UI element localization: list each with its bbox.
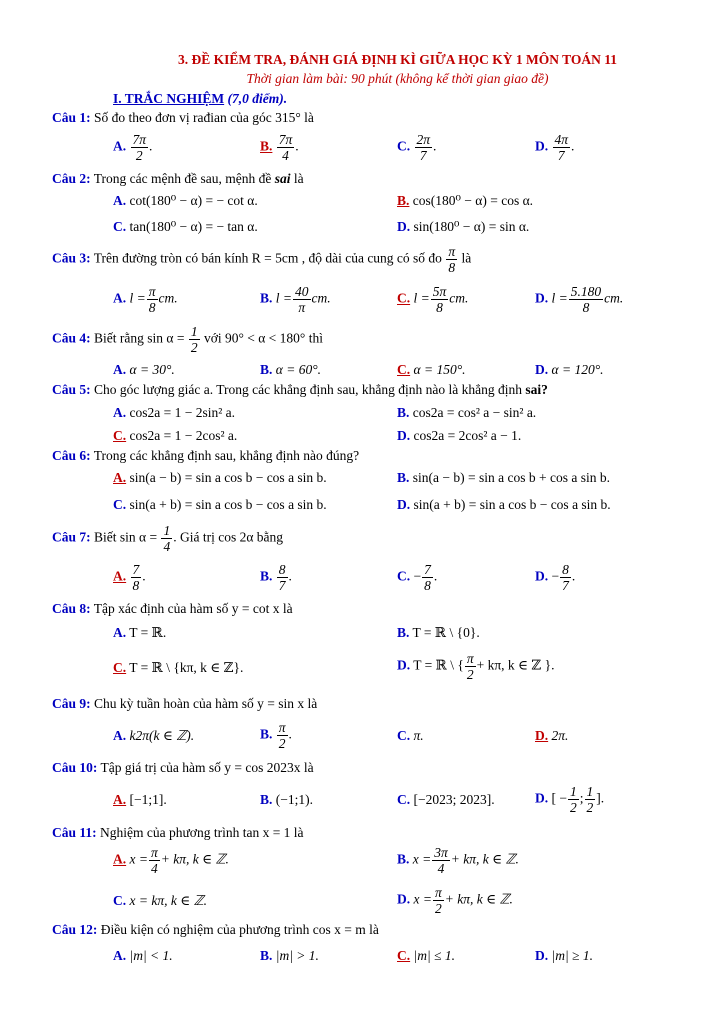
question-3 — [52, 244, 471, 275]
option-letter: C. — [397, 362, 411, 377]
option-tail: cm. — [604, 290, 624, 306]
question-text: Tập giá trị của hàm số y = cos 2023x là — [100, 760, 314, 775]
option-b — [397, 845, 519, 876]
option-letter: A. — [113, 362, 127, 377]
option-letter: C. — [113, 219, 127, 234]
question-5 — [52, 382, 548, 398]
option-b — [260, 948, 319, 964]
frac-num: 7π — [132, 132, 147, 147]
option-c — [113, 497, 327, 513]
option-tail: . — [295, 138, 299, 154]
option-a — [113, 362, 175, 378]
section-title: I. TRẮC NGHIỆM — [113, 91, 225, 106]
option-text: |m| ≤ 1. — [413, 948, 455, 963]
option-letter: A. — [113, 625, 127, 640]
option-pre: x = — [129, 851, 148, 867]
option-text: x = kπ, k ∈ ℤ. — [129, 893, 208, 908]
option-letter: B. — [397, 625, 410, 640]
question-label: Câu 6: — [52, 448, 91, 463]
section-heading — [113, 91, 287, 107]
option-a — [113, 948, 173, 964]
option-a — [113, 792, 167, 808]
option-letter: A. — [113, 470, 127, 485]
option-letter: D. — [397, 891, 411, 907]
option-text: (−1;1). — [275, 792, 313, 807]
option-b — [260, 132, 299, 163]
option-c — [397, 362, 465, 378]
question-8 — [52, 601, 293, 617]
option-letter: C. — [113, 497, 127, 512]
option-text: |m| < 1. — [129, 948, 173, 963]
option-text: [−2023; 2023]. — [413, 792, 495, 807]
frac-den: 8 — [424, 578, 431, 593]
question-2 — [52, 171, 304, 187]
option-letter: A. — [113, 290, 127, 306]
question-label: Câu 10: — [52, 760, 98, 775]
option-d — [535, 562, 575, 593]
option-mid: ; — [579, 790, 584, 806]
option-letter: B. — [397, 193, 410, 208]
option-text: sin(a + b) = sin a cos b − cos a sin b. — [413, 497, 611, 512]
question-12 — [52, 922, 379, 938]
option-letter: B. — [260, 290, 273, 306]
question-text: Số đo theo đơn vị rađian của góc 315° là — [94, 110, 314, 125]
frac-den: 7 — [419, 148, 427, 163]
frac-num: 2π — [416, 132, 431, 147]
option-pre: l = — [275, 290, 293, 306]
option-pre: l = — [129, 290, 146, 306]
option-letter: A. — [113, 948, 127, 963]
frac-den: 4 — [150, 861, 158, 876]
option-text: |m| > 1. — [275, 948, 319, 963]
frac-num: 1 — [586, 784, 594, 799]
option-tail: . — [149, 138, 153, 154]
frac-num: 1 — [569, 784, 577, 799]
option-letter: D. — [535, 728, 549, 743]
option-c — [113, 219, 258, 235]
option-letter: C. — [113, 428, 127, 443]
option-a — [113, 284, 178, 315]
option-text: cot(180⁰ − α) = − cot α. — [129, 193, 258, 208]
option-letter: A. — [113, 792, 127, 807]
question-text: Trong các mệnh đề sau, mệnh đề — [93, 171, 272, 186]
option-b — [397, 193, 533, 209]
frac-den: 2 — [135, 148, 143, 163]
option-tail: . — [433, 138, 437, 154]
question-label: Câu 3: — [52, 250, 91, 266]
frac-den: 7 — [278, 578, 286, 593]
option-letter: C. — [397, 728, 411, 743]
option-c — [397, 948, 455, 964]
frac-den: 8 — [448, 260, 456, 275]
frac-den: 2 — [278, 736, 286, 751]
option-letter: D. — [535, 948, 549, 963]
question-text-post: . Giá trị cos 2α bằng — [173, 529, 284, 545]
question-text: Nghiệm của phương trình tan x = 1 là — [100, 825, 304, 840]
option-text: sin(180⁰ − α) = sin α. — [413, 219, 530, 234]
option-d — [535, 132, 574, 163]
section-score: (7,0 điểm). — [227, 91, 288, 106]
question-label: Câu 12: — [52, 922, 98, 937]
option-tail: ]. — [596, 790, 605, 806]
option-c — [113, 893, 207, 909]
option-letter: D. — [535, 290, 549, 306]
option-pre: l = — [413, 290, 430, 306]
option-letter: B. — [260, 362, 273, 377]
question-label: Câu 11: — [52, 825, 97, 840]
frac-num: 1 — [190, 324, 198, 339]
option-letter: B. — [260, 948, 273, 963]
option-b — [260, 720, 292, 751]
option-d — [397, 497, 611, 513]
option-text: cos2a = cos² a − sin² a. — [412, 405, 537, 420]
option-letter: D. — [397, 497, 411, 512]
option-text: sin(a − b) = sin a cos b − cos a sin b. — [129, 470, 327, 485]
frac-num: π — [434, 885, 442, 900]
question-text: Trong các khẳng định sau, khẳng định nào đúng? — [93, 448, 360, 463]
option-d — [535, 362, 603, 378]
option-letter: B. — [397, 470, 410, 485]
frac-den: 7 — [557, 148, 565, 163]
question-text: Chu kỳ tuần hoàn của hàm số y = sin x là — [94, 696, 318, 711]
frac-num: 40 — [295, 284, 309, 299]
option-tail: . — [288, 568, 292, 584]
option-pre: T = ℝ \ { — [413, 657, 464, 673]
question-6 — [52, 448, 359, 464]
option-text: sin(a + b) = sin a cos b − cos a sin b. — [129, 497, 327, 512]
option-letter: C. — [397, 138, 411, 154]
option-b — [260, 792, 313, 808]
option-a — [113, 132, 152, 163]
option-letter: B. — [397, 405, 410, 420]
question-label: Câu 5: — [52, 382, 91, 397]
option-c — [113, 428, 237, 444]
frac-den: 2 — [434, 901, 442, 916]
option-pre: l = — [551, 290, 568, 306]
option-tail: + kπ, k ∈ ℤ. — [444, 891, 513, 907]
option-text: π. — [413, 728, 424, 743]
option-c — [397, 132, 436, 163]
option-text: α = 30°. — [129, 362, 175, 377]
option-d — [535, 784, 604, 815]
option-text: α = 150°. — [413, 362, 466, 377]
option-letter: D. — [535, 138, 549, 154]
option-tail: + kπ, k ∈ ℤ }. — [476, 657, 555, 673]
option-letter: A. — [113, 728, 127, 743]
frac-num: 3π — [434, 845, 448, 860]
option-text: T = ℝ. — [129, 625, 167, 640]
option-tail: . — [571, 568, 576, 584]
frac-den: 8 — [148, 300, 156, 315]
option-text: |m| ≥ 1. — [551, 948, 593, 963]
option-letter: C. — [397, 290, 411, 306]
option-letter: D. — [397, 428, 411, 443]
frac-den: 4 — [437, 861, 445, 876]
option-tail: cm. — [311, 290, 331, 306]
option-a — [113, 405, 235, 421]
option-letter: D. — [535, 568, 549, 584]
option-tail: cm. — [449, 290, 469, 306]
option-tail: + kπ, k ∈ ℤ. — [450, 851, 519, 867]
question-label: Câu 8: — [52, 601, 91, 616]
question-text: Tập xác định của hàm số y = cot x là — [93, 601, 293, 616]
question-text: Biết rằng sin α = — [94, 330, 185, 346]
option-letter: D. — [535, 790, 549, 806]
option-a — [113, 728, 194, 744]
option-a — [113, 562, 146, 593]
option-pre: − — [413, 568, 422, 584]
option-b — [397, 470, 610, 486]
option-letter: A. — [113, 138, 127, 154]
question-text-post: là — [461, 250, 472, 266]
frac-num: 8 — [278, 562, 286, 577]
frac-num: π — [150, 845, 158, 860]
question-7 — [52, 523, 283, 554]
option-letter: A. — [113, 405, 127, 420]
question-text: Biết sin α = — [94, 529, 158, 545]
option-text: α = 120°. — [551, 362, 604, 377]
question-label: Câu 4: — [52, 330, 91, 346]
option-letter: C. — [397, 568, 411, 584]
frac-num: 5π — [432, 284, 447, 299]
frac-num: π — [278, 720, 286, 735]
option-letter: C. — [113, 893, 127, 908]
option-c — [397, 562, 437, 593]
option-d — [397, 428, 521, 444]
option-text: T = ℝ \ {0}. — [412, 625, 480, 640]
option-letter: D. — [397, 219, 411, 234]
option-letter: A. — [113, 851, 127, 867]
option-letter: B. — [260, 792, 273, 807]
question-9 — [52, 696, 317, 712]
question-text: Trên đường tròn có bán kính R = 5cm , độ dài của cung có số đo — [93, 250, 442, 266]
option-b — [397, 405, 536, 421]
option-b — [397, 625, 480, 641]
option-text: cos(180⁰ − α) = cos α. — [412, 193, 534, 208]
option-text: sin(a − b) = sin a cos b + cos a sin b. — [412, 470, 610, 485]
option-letter: C. — [397, 948, 411, 963]
option-letter: B. — [397, 851, 410, 867]
frac-den: 2 — [586, 800, 594, 815]
option-text: α = 60°. — [275, 362, 321, 377]
question-text-post: với 90° < α < 180° thì — [203, 330, 323, 346]
frac-den: 2 — [466, 667, 474, 682]
option-d — [535, 284, 623, 315]
frac-den: 4 — [163, 539, 171, 554]
frac-num: 8 — [562, 562, 569, 577]
option-tail: cm. — [158, 290, 178, 306]
question-label: Câu 1: — [52, 110, 91, 125]
option-letter: D. — [535, 362, 549, 377]
frac-num: 5.180 — [570, 284, 602, 299]
option-tail: . — [288, 726, 292, 742]
frac-den: 4 — [282, 148, 289, 163]
option-pre: x = — [412, 851, 432, 867]
option-letter: B. — [260, 726, 273, 742]
option-pre: − — [551, 568, 560, 584]
page-subtitle: Thời gian làm bài: 90 phút (không kể thời gian giao đề) — [246, 71, 549, 86]
frac-den: π — [298, 300, 306, 315]
option-text: 2π. — [551, 728, 569, 743]
option-c — [397, 728, 424, 744]
option-pre: x = — [413, 891, 432, 907]
option-tail: + kπ, k ∈ ℤ. — [160, 851, 229, 867]
option-text: cos2a = 1 − 2sin² a. — [129, 405, 236, 420]
question-10 — [52, 760, 314, 776]
question-emphasis: sai? — [525, 382, 548, 397]
frac-num: 7 — [424, 562, 431, 577]
option-letter: B. — [260, 568, 273, 584]
option-text: [−1;1]. — [129, 792, 167, 807]
option-b — [260, 562, 292, 593]
frac-den: 8 — [582, 300, 590, 315]
frac-num: 7π — [278, 132, 293, 147]
option-tail: . — [433, 568, 438, 584]
frac-num: 1 — [163, 523, 171, 538]
question-11 — [52, 825, 304, 841]
option-text: cos2a = 2cos² a − 1. — [413, 428, 522, 443]
option-letter: D. — [397, 657, 411, 673]
option-d — [535, 728, 568, 744]
option-d — [397, 219, 529, 235]
option-a — [113, 193, 258, 209]
frac-num: 7 — [132, 562, 140, 577]
option-a — [113, 470, 327, 486]
question-4 — [52, 324, 323, 355]
option-tail: . — [571, 138, 575, 154]
frac-den: 2 — [190, 340, 198, 355]
frac-den: 8 — [132, 578, 140, 593]
frac-num: π — [448, 244, 456, 259]
option-tail: . — [142, 568, 146, 584]
option-letter: B. — [260, 138, 273, 154]
frac-num: π — [148, 284, 156, 299]
option-text: tan(180⁰ − α) = − tan α. — [129, 219, 258, 234]
question-label: Câu 7: — [52, 529, 91, 545]
question-text: Cho góc lượng giác a. Trong các khẳng định sau, khẳng định nào là khẳng định — [94, 382, 523, 397]
option-b — [260, 284, 331, 315]
option-c — [397, 284, 468, 315]
question-label: Câu 9: — [52, 696, 91, 711]
option-b — [260, 362, 321, 378]
question-text: Điều kiện có nghiệm của phương trình cos x = m là — [100, 922, 379, 937]
page-title: 3. ĐỀ KIỂM TRA, ĐÁNH GIÁ ĐỊNH KÌ GIỮA HỌC KỲ 1 MÔN TOÁN 11 — [177, 52, 618, 67]
option-letter: A. — [113, 568, 127, 584]
question-label: Câu 2: — [52, 171, 91, 186]
frac-num: π — [466, 651, 474, 666]
option-a — [113, 625, 166, 641]
option-c — [397, 792, 495, 808]
option-letter: C. — [113, 660, 127, 675]
option-letter: A. — [113, 193, 127, 208]
option-text: k2π(k ∈ ℤ). — [129, 728, 195, 743]
option-a — [113, 845, 229, 876]
option-text: cos2a = 1 − 2cos² a. — [129, 428, 238, 443]
option-d — [397, 885, 513, 916]
frac-den: 7 — [562, 578, 569, 593]
frac-den: 2 — [569, 800, 577, 815]
option-c — [113, 660, 243, 676]
option-pre: [ − — [551, 790, 567, 806]
frac-num: 4π — [554, 132, 569, 147]
option-d — [535, 948, 593, 964]
question-emphasis: sai — [274, 171, 291, 186]
option-d — [397, 651, 555, 682]
frac-den: 8 — [436, 300, 443, 315]
question-1 — [52, 110, 314, 126]
option-text: T = ℝ \ {kπ, k ∈ ℤ}. — [129, 660, 244, 675]
question-text-post: là — [293, 171, 304, 186]
option-letter: C. — [397, 792, 411, 807]
